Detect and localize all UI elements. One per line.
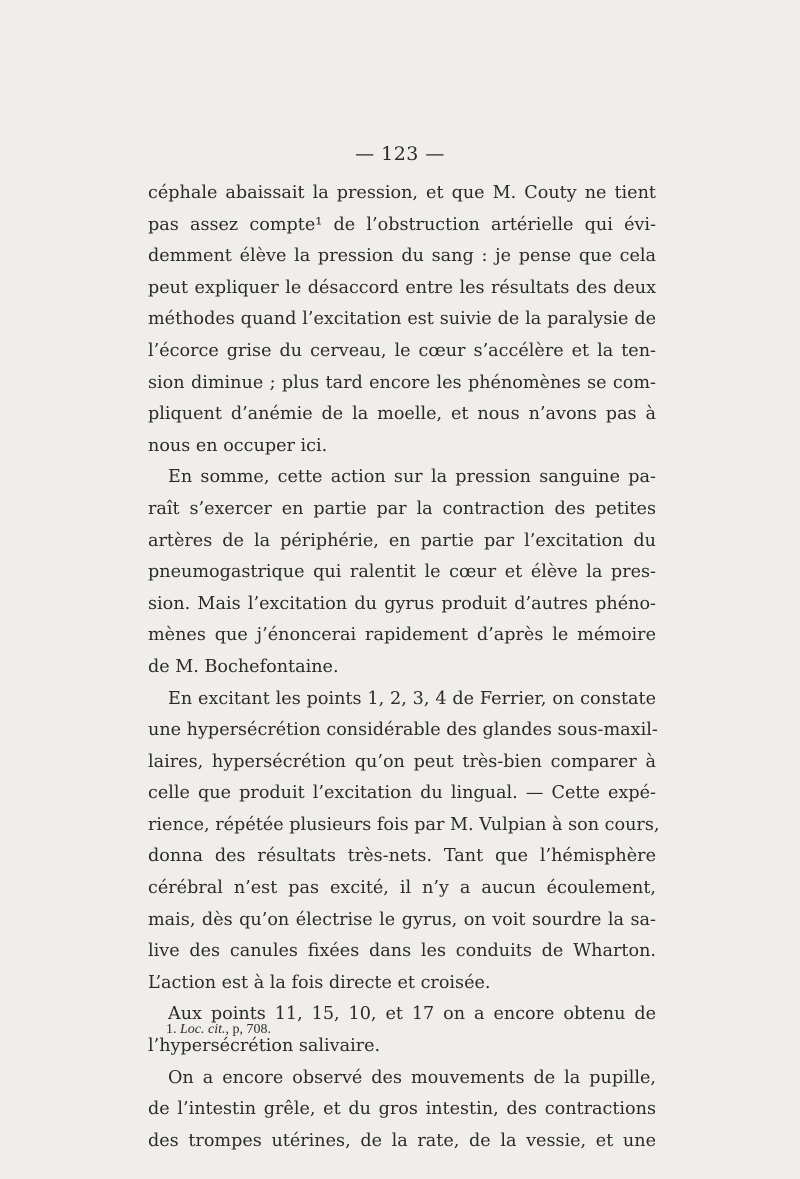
text-line: artères de la périphérie, en partie par l’excitation du — [148, 530, 656, 551]
text-line: mènes que j’énoncerai rapidement d’après le mémoire — [148, 625, 656, 646]
text-line: l’écorce grise du cerveau, le cœur s’accélère et la ten- — [148, 340, 656, 361]
text-line: pas assez compte¹ de l’obstruction artérielle qui évi- — [148, 214, 656, 235]
text-line: céphale abaissait la pression, et que M. Couty ne tient — [148, 183, 656, 203]
text-line: cérébral n’est pas excité, il n’y a aucun écoulement, — [148, 878, 656, 899]
text-line: pliquent d’anémie de la moelle, et nous n’avons pas à — [148, 404, 656, 425]
text-line: pneumogastrique qui ralentit le cœur et élève la pres- — [148, 562, 656, 583]
text-line: L’action est à la fois directe et croisée. — [148, 972, 491, 993]
footnote-number: 1. — [166, 1022, 177, 1037]
footnote — [166, 1022, 271, 1038]
text-line: live des canules fixées dans les conduits de Wharton. — [148, 941, 656, 962]
text-line: sion. Mais l’excitation du gyrus produit d’autres phéno- — [148, 593, 656, 614]
text-line: Aux points 11, 15, 10, et 17 on a encore obtenu de — [168, 1004, 656, 1025]
text-line: l’hypersécrétion salivaire. — [148, 1036, 381, 1057]
page-number: — 123 — — [355, 143, 445, 165]
text-line: raît s’exercer en partie par la contraction des petites — [148, 498, 656, 519]
footnote-title: Loc. cit. — [180, 1022, 226, 1037]
text-line: On a encore observé des mouvements de la pupille, — [168, 1067, 656, 1088]
text-line: de l’intestin grêle, et du gros intestin, des contractions — [148, 1099, 656, 1120]
text-line: donna des résultats très-nets. Tant que l’hémisphère — [148, 846, 656, 867]
text-line: une hypersécrétion considérable des glandes sous-maxil- — [148, 720, 658, 741]
text-line: peut expliquer le désaccord entre les résultats des deux — [148, 277, 656, 298]
text-line: laires, hypersécrétion qu’on peut très-bien comparer à — [148, 751, 656, 772]
text-line: demment élève la pression du sang : je pense que cela — [148, 246, 656, 267]
text-line: mais, dès qu’on électrise le gyrus, on voit sourdre la sa- — [148, 909, 656, 930]
text-line: En excitant les points 1, 2, 3, 4 de Ferrier, on constate — [168, 688, 656, 709]
footnote-reference: , p, 708. — [225, 1022, 271, 1037]
text-line: méthodes quand l’excitation est suivie de la paralysie de — [148, 309, 656, 330]
text-line: En somme, cette action sur la pression sanguine pa- — [168, 467, 656, 488]
text-line: celle que produit l’excitation du lingual. — Cette expé- — [148, 783, 656, 804]
text-line: des trompes utérines, de la rate, de la vessie, et une — [148, 1130, 656, 1151]
body-text — [148, 178, 660, 1157]
text-line: sion diminue ; plus tard encore les phénomènes se com- — [148, 372, 656, 393]
text-line: rience, répétée plusieurs fois par M. Vulpian à son cours, — [148, 814, 660, 835]
text-line: de M. Bochefontaine. — [148, 656, 339, 677]
text-line: nous en occuper ici. — [148, 435, 328, 456]
